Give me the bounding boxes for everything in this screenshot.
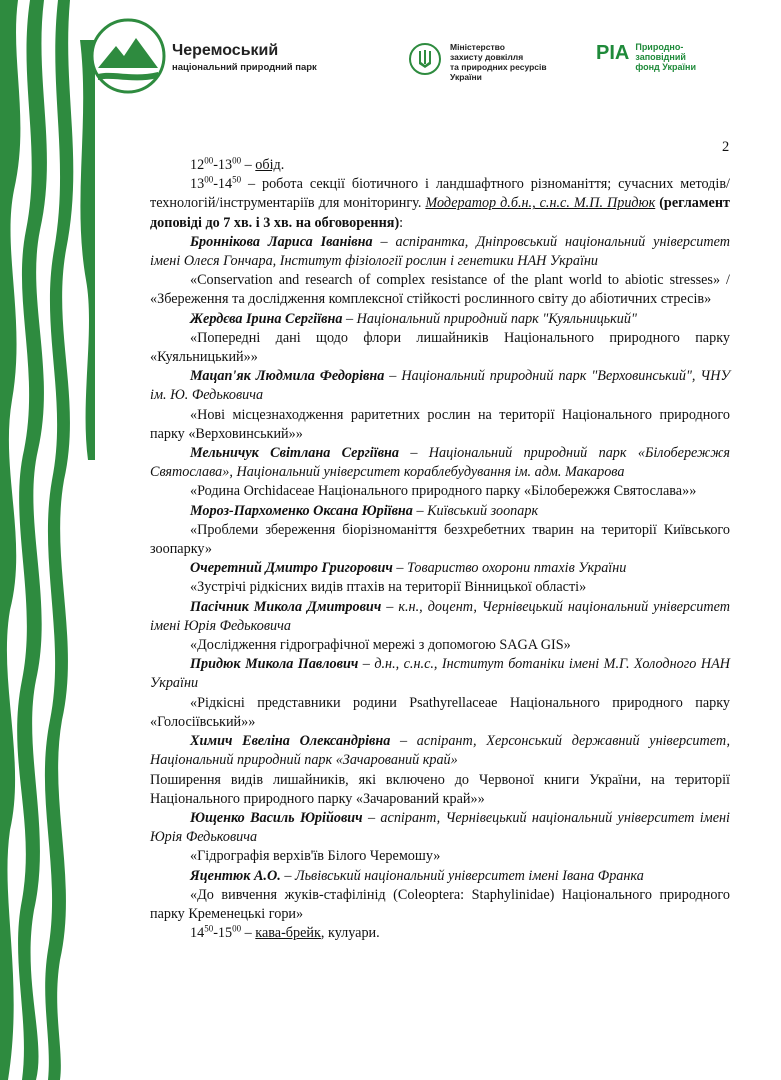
fund-line: фонд України — [635, 62, 697, 72]
fund-line: Природно- — [635, 42, 684, 52]
park-subtitle: національний природний парк — [172, 62, 317, 73]
speaker-entry — [150, 732, 730, 770]
speaker-name: Придюк Микола Павлович — [190, 656, 359, 673]
program-content — [150, 156, 730, 943]
section-line: $13^{00}-14^{50}$ – робота секції біотичного і ландшафтного різноманіття; сучасних методів/технологій/інструментаріїв для моніторингу. Модератор д.б.н., с.н.с. М.П. Придюк (регламент доповіді до 7 хв. і 3 хв. на обговорення): — [150, 174, 730, 231]
decorative-stripes — [0, 0, 95, 1080]
talk-title: «Нові місцезнаходження раритетних рослин на території Національного природного парку «Верховинський»» — [150, 406, 730, 442]
park-name: Черемоський — [172, 42, 279, 59]
speaker-entry — [150, 655, 730, 693]
talk-title: «Попередні дані щодо флори лишайників Національного природного парку «Куяльницький»» — [150, 329, 730, 366]
speaker-name: Мороз-Пархоменко Оксана Юріївна — [190, 502, 413, 519]
speaker-name: Броннікова Лариса Іванівна — [190, 233, 373, 250]
speaker-entry — [150, 559, 730, 578]
speaker-affiliation: – д.н., с.н.с., Інститут ботаніки імені М.Г. Холодного НАН України — [150, 656, 730, 692]
speaker-affiliation: – Національний природний парк "Верховинський", ЧНУ ім. Ю. Федьковича — [150, 368, 730, 404]
talk-title: «Гідрографія верхів'їв Білого Черемошу» — [190, 848, 441, 865]
talk-title: «Родина Orchidaceae Національного природного парку «Білобережжя Святослава»» — [190, 483, 697, 500]
talk-title: «Дослідження гідрографічної мережі з допомогою SAGA GIS» — [190, 637, 571, 654]
coffee-line: $14^{50}-15^{00}$ – кава-брейк, кулуари. — [190, 923, 380, 942]
speaker-name: Химич Евеліна Олександрівна — [190, 733, 391, 750]
ministry-line: Міністерство — [450, 42, 505, 52]
ministry-line: України — [450, 72, 482, 82]
lunch-line: $12^{00}-13^{00}$ – обід. — [190, 155, 285, 173]
speaker-entry — [150, 233, 730, 271]
speaker-affiliation: – аспірант, Херсонський державний університет, Національний природний парк «Зачарований край» — [150, 733, 730, 769]
talk-title: «Рідкісні представники родини Psathyrellaceae Національного природного парку «Голосіївський»» — [150, 694, 730, 730]
speaker-affiliation: – аспірантка, Дніпровський національний університет імені Олеся Гончара, Інститут фізіології рослин і генетики НАН України — [150, 233, 730, 270]
speaker-name: Жердєва Ірина Сергіївна — [190, 310, 343, 327]
moderator: Модератор д.б.н., с.н.с. М.П. Придюк — [425, 195, 656, 212]
talk-title: «До вивчення жуків-стафілінід (Coleoptera: Staphylinidae) Національного природного парку Кременецькі гори» — [150, 886, 730, 922]
fund-mark: РІА — [596, 42, 630, 64]
speaker-affiliation: – Львівський національний університет імені Івана Франка — [280, 867, 644, 884]
speaker-name: Мельничук Світлана Сергіївна — [190, 445, 400, 462]
ministry-logo — [408, 42, 547, 82]
speaker-entry — [150, 367, 730, 405]
speaker-affiliation: – Київський зоопарк — [412, 502, 539, 519]
fund-line: заповідний — [635, 52, 686, 62]
speaker-entry — [150, 310, 730, 329]
speaker-name: Пасічник Микола Дмитрович — [190, 598, 382, 615]
speaker-entry — [150, 867, 730, 886]
trident-emblem-icon — [408, 42, 442, 76]
speaker-name: Ющенко Василь Юрійович — [190, 809, 363, 826]
ministry-line: та природних ресурсів — [450, 62, 547, 72]
talks-list — [150, 233, 730, 924]
coffee-label: кава-брейк — [255, 925, 321, 942]
talk-title: «Зустрічі рідкісних видів птахів на території Вінницької області» — [190, 579, 587, 596]
speaker-name: Мацап'як Людмила Федорівна — [190, 368, 385, 385]
speaker-affiliation: – к.н., доцент, Чернівецький національний університет імені Юрія Федьковича — [150, 598, 730, 634]
fund-logo — [596, 42, 696, 72]
speaker-entry — [150, 502, 730, 521]
speaker-entry — [150, 598, 730, 636]
talk-title: «Проблеми збереження біорізноманіття безхребетних тварин на території Київського зоопарку» — [150, 521, 730, 558]
speaker-affiliation: – Товариство охорони птахів України — [392, 560, 627, 577]
talk-title: «Conservation and research of complex resistance of the plant world to abiotic stresses» / «Збереження та дослідження комплексної стійкості рослинного світу до абіотичних стресів» — [150, 272, 730, 308]
park-logo — [88, 16, 168, 96]
speaker-name: Яцентюк А.О. — [190, 867, 281, 884]
speaker-affiliation: – Національний природний парк "Куяльницький" — [342, 310, 637, 327]
lunch-label: обід — [255, 157, 281, 173]
talk-title: Поширення видів лишайників, які включено до Червоної книги України, на території Національного природного парку «Зачарований край»» — [150, 771, 730, 807]
speaker-name: Очеретний Дмитро Григорович — [190, 560, 393, 577]
speaker-entry — [150, 444, 730, 482]
speaker-affiliation: – аспірант, Чернівецький національний університет імені Юрія Федьковича — [150, 809, 730, 846]
speaker-entry — [150, 809, 730, 847]
page-number: 2 — [722, 139, 730, 155]
ministry-line: захисту довкілля — [450, 52, 524, 62]
speaker-affiliation: – Національний природний парк «Білобережжя Святослава», Національний університет кораблебудування ім. адм. Макарова — [150, 445, 730, 481]
regulation: (регламент доповіді до 7 хв. і 3 хв. на обговорення) — [150, 195, 730, 231]
